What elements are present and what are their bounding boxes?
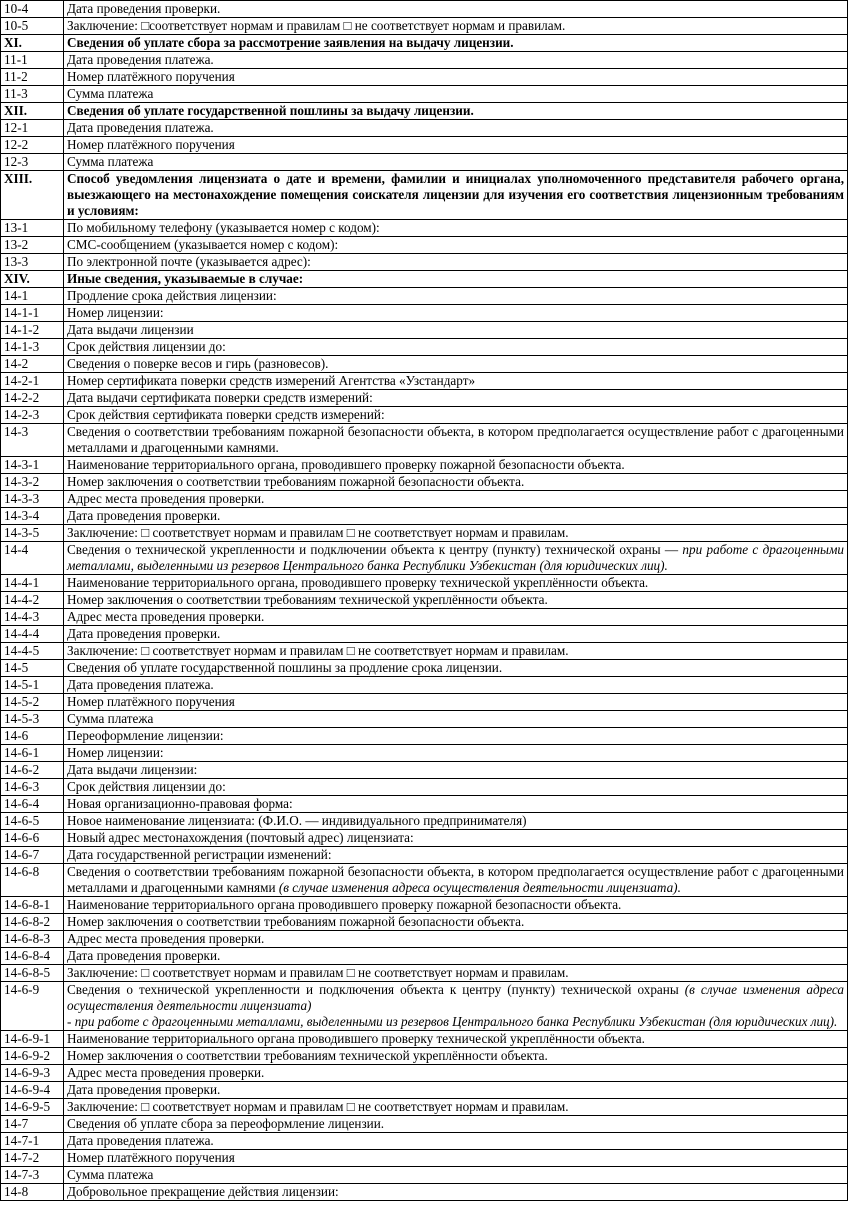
description-text: Новый адрес местонахождения (почтовый адрес) лицензиата: <box>67 830 414 845</box>
table-row <box>1 120 848 137</box>
description-text: Продление срока действия лицензии: <box>67 288 277 303</box>
item-description <box>64 457 848 474</box>
description-text: Заключение: □ соответствует нормам и правилам □ не соответствует нормам и правилам. <box>67 965 569 980</box>
item-number: XII. <box>1 103 64 120</box>
item-number: 14-6-9-2 <box>1 1048 64 1065</box>
description-text: Сведения о технической укрепленности и подключении объекта к центру (пункту) технической охраны — <box>67 542 683 557</box>
item-description <box>64 508 848 525</box>
item-description <box>64 86 848 103</box>
item-number: 14-5-3 <box>1 711 64 728</box>
description-text: Адрес места проведения проверки. <box>67 1065 265 1080</box>
item-description <box>64 154 848 171</box>
table-row <box>1 288 848 305</box>
item-description <box>64 18 848 35</box>
item-number: 12-1 <box>1 120 64 137</box>
item-description <box>64 237 848 254</box>
item-description <box>64 103 848 120</box>
table-row <box>1 1116 848 1133</box>
item-number: 14-3-5 <box>1 525 64 542</box>
description-text: Наименование территориального органа, проводившего проверку технической укреплённости объекта. <box>67 575 649 590</box>
item-description <box>64 1065 848 1082</box>
table-row <box>1 1031 848 1048</box>
description-text: Дата проведения платежа. <box>67 120 214 135</box>
item-number: 14-6-9-5 <box>1 1099 64 1116</box>
description-text: Номер платёжного поручения <box>67 137 235 152</box>
item-number: 14-1-2 <box>1 322 64 339</box>
item-number: 14-5-1 <box>1 677 64 694</box>
item-number: 14-3-2 <box>1 474 64 491</box>
item-description <box>64 120 848 137</box>
item-description <box>64 1150 848 1167</box>
description-text: Наименование территориального органа, проводившего проверку пожарной безопасности объекта. <box>67 457 625 472</box>
table-row <box>1 1150 848 1167</box>
item-description <box>64 965 848 982</box>
description-text: Заключение: □ соответствует нормам и правилам □ не соответствует нормам и правилам. <box>67 643 569 658</box>
item-description <box>64 305 848 322</box>
description-text: Дата государственной регистрации изменений: <box>67 847 332 862</box>
item-number: 14-4-3 <box>1 609 64 626</box>
table-row <box>1 762 848 779</box>
item-description <box>64 407 848 424</box>
description-text: Дата проведения проверки. <box>67 508 221 523</box>
table-row <box>1 457 848 474</box>
table-row <box>1 254 848 271</box>
description-text: Адрес места проведения проверки. <box>67 609 265 624</box>
description-text: Новое наименование лицензиата: (Ф.И.О. — индивидуального предпринимателя) <box>67 813 527 828</box>
item-number: 14-6-8-1 <box>1 897 64 914</box>
italic-note: - при работе с драгоценными металлами, выделенными из резервов Центрального банка Республики Узбекистан (для юридических лиц). <box>67 1014 838 1029</box>
description-text: Переоформление лицензии: <box>67 728 224 743</box>
item-number: 14-3 <box>1 424 64 457</box>
table-row <box>1 897 848 914</box>
table-row <box>1 830 848 847</box>
item-number: 14-6-9 <box>1 982 64 1031</box>
item-description <box>64 69 848 86</box>
italic-note: при работе с драгоценными металлами, выделенными из резервов Центрального банка Республики Узбекистан (для юридических лиц). <box>67 542 844 573</box>
item-description <box>64 542 848 575</box>
table-row <box>1 575 848 592</box>
table-row <box>1 677 848 694</box>
item-number: 14-1 <box>1 288 64 305</box>
item-number: 14-2-1 <box>1 373 64 390</box>
item-description <box>64 864 848 897</box>
description-text: Сумма платежа <box>67 711 154 726</box>
item-number: 13-1 <box>1 220 64 237</box>
item-description <box>64 491 848 508</box>
item-number: 14-6-6 <box>1 830 64 847</box>
table-row <box>1 982 848 1031</box>
description-text: Заключение: □ соответствует нормам и правилам □ не соответствует нормам и правилам. <box>67 525 569 540</box>
table-row <box>1 373 848 390</box>
table-row <box>1 356 848 373</box>
table-row <box>1 1184 848 1201</box>
item-description <box>64 643 848 660</box>
item-description <box>64 728 848 745</box>
item-description <box>64 171 848 220</box>
description-text: Номер лицензии: <box>67 305 164 320</box>
table-row <box>1 52 848 69</box>
description-text: Сведения об уплате сбора за переоформление лицензии. <box>67 1116 385 1131</box>
item-number: 10-5 <box>1 18 64 35</box>
item-number: 14-3-3 <box>1 491 64 508</box>
item-description <box>64 626 848 643</box>
description-text: Дата проведения платежа. <box>67 1133 214 1148</box>
item-number: 14-6-3 <box>1 779 64 796</box>
description-text: Наименование территориального органа проводившего проверку технической укреплённости объекта. <box>67 1031 645 1046</box>
item-number: 14-6-9-3 <box>1 1065 64 1082</box>
description-text: Сведения о технической укрепленности и подключения объекта к центру (пункту) технической охраны <box>67 982 685 997</box>
italic-note: (в случае изменения адреса осуществления деятельности лицензиата). <box>278 880 681 895</box>
item-number: 12-2 <box>1 137 64 154</box>
description-text: Срок действия сертификата поверки средств измерений: <box>67 407 385 422</box>
item-number: 14-6-5 <box>1 813 64 830</box>
description-text: Срок действия лицензии до: <box>67 339 226 354</box>
item-number: 14-4-2 <box>1 592 64 609</box>
item-number: 14-2-2 <box>1 390 64 407</box>
table-row <box>1 18 848 35</box>
item-number: 14-4-1 <box>1 575 64 592</box>
item-description <box>64 322 848 339</box>
description-text: По мобильному телефону (указывается номер с кодом): <box>67 220 380 235</box>
table-row <box>1 237 848 254</box>
table-row <box>1 864 848 897</box>
item-description <box>64 339 848 356</box>
table-row <box>1 728 848 745</box>
item-description <box>64 1048 848 1065</box>
item-description <box>64 254 848 271</box>
description-text: Сведения об уплате сбора за рассмотрение заявления на выдачу лицензии. <box>67 35 514 50</box>
description-text: Сведения о соответствии требованиям пожарной безопасности объекта, в котором предполагается осуществление работ с драгоценными металлами и драгоценными камнями. <box>67 424 844 455</box>
item-number: 14-2-3 <box>1 407 64 424</box>
item-description <box>64 356 848 373</box>
item-description <box>64 830 848 847</box>
description-text: Адрес места проведения проверки. <box>67 491 265 506</box>
item-number: 14-6-9-1 <box>1 1031 64 1048</box>
table-row <box>1 491 848 508</box>
table-row <box>1 542 848 575</box>
table-row <box>1 1065 848 1082</box>
item-number: 14-4-5 <box>1 643 64 660</box>
item-number: XIV. <box>1 271 64 288</box>
table-row <box>1 424 848 457</box>
item-description <box>64 390 848 407</box>
table-row <box>1 390 848 407</box>
item-number: 14-6-8-4 <box>1 948 64 965</box>
description-text: Заключение: □ соответствует нормам и правилам □ не соответствует нормам и правилам. <box>67 1099 569 1114</box>
table-row <box>1 965 848 982</box>
table-row <box>1 525 848 542</box>
item-description <box>64 1099 848 1116</box>
table-row <box>1 407 848 424</box>
table-row <box>1 322 848 339</box>
description-text: Дата проведения проверки. <box>67 948 221 963</box>
table-row <box>1 711 848 728</box>
item-description <box>64 609 848 626</box>
description-text: СМС-сообщением (указывается номер с кодом): <box>67 237 339 252</box>
item-number: 11-3 <box>1 86 64 103</box>
description-text: Номер заключения о соответствии требованиям пожарной безопасности объекта. <box>67 914 525 929</box>
item-number: 13-2 <box>1 237 64 254</box>
description-text: Новая организационно-правовая форма: <box>67 796 293 811</box>
description-text: Номер платёжного поручения <box>67 1150 235 1165</box>
item-description <box>64 796 848 813</box>
item-description <box>64 1031 848 1048</box>
item-number: 12-3 <box>1 154 64 171</box>
item-number: 14-6-8-5 <box>1 965 64 982</box>
description-text: По электронной почте (указывается адрес): <box>67 254 311 269</box>
item-description <box>64 137 848 154</box>
item-number: 14-1-1 <box>1 305 64 322</box>
item-number: 14-6 <box>1 728 64 745</box>
item-description <box>64 52 848 69</box>
item-description <box>64 592 848 609</box>
item-number: 14-3-1 <box>1 457 64 474</box>
item-number: 10-4 <box>1 1 64 18</box>
item-description <box>64 424 848 457</box>
description-text: Дата выдачи сертификата поверки средств измерений: <box>67 390 373 405</box>
item-number: 14-6-4 <box>1 796 64 813</box>
description-text: Сведения о поверке весов и гирь (разновесов). <box>67 356 329 371</box>
table-row <box>1 1133 848 1150</box>
description-text: Номер заключения о соответствии требованиям пожарной безопасности объекта. <box>67 474 525 489</box>
description-text: Добровольное прекращение действия лицензии: <box>67 1184 339 1199</box>
description-text: Способ уведомления лицензиата о дате и времени, фамилии и инициалах уполномоченного представителя рабочего органа, выезжающего на местонахождение помещения соискателя лицензии для изучения его соответствия лицензионным требованиям и условиям: <box>67 171 844 218</box>
table-row <box>1 1099 848 1116</box>
description-text: Номер лицензии: <box>67 745 164 760</box>
table-row <box>1 779 848 796</box>
description-text: Номер платёжного поручения <box>67 694 235 709</box>
table-row <box>1 1048 848 1065</box>
item-number: 14-8 <box>1 1184 64 1201</box>
table-row <box>1 626 848 643</box>
table-row <box>1 474 848 491</box>
table-row <box>1 931 848 948</box>
table-row <box>1 948 848 965</box>
description-text: Сумма платежа <box>67 1167 154 1182</box>
description-text: Дата проведения проверки. <box>67 626 221 641</box>
table-row <box>1 694 848 711</box>
item-number: 14-6-1 <box>1 745 64 762</box>
item-number: 14-6-2 <box>1 762 64 779</box>
description-text: Адрес места проведения проверки. <box>67 931 265 946</box>
description-text: Дата проведения проверки. <box>67 1 221 16</box>
section-header-row <box>1 103 848 120</box>
item-description <box>64 948 848 965</box>
item-description <box>64 474 848 491</box>
section-header-row <box>1 271 848 288</box>
item-description <box>64 762 848 779</box>
description-text: Иные сведения, указываемые в случае: <box>67 271 304 286</box>
item-description <box>64 745 848 762</box>
item-description <box>64 271 848 288</box>
item-number: 14-6-8-3 <box>1 931 64 948</box>
table-row <box>1 1082 848 1099</box>
table-row <box>1 86 848 103</box>
item-number: 14-7-3 <box>1 1167 64 1184</box>
table-row <box>1 508 848 525</box>
table-row <box>1 154 848 171</box>
item-description <box>64 897 848 914</box>
description-text: Дата проведения платежа. <box>67 52 214 67</box>
table-body <box>1 1 848 1201</box>
table-row <box>1 847 848 864</box>
table-row <box>1 339 848 356</box>
item-description <box>64 813 848 830</box>
table-row <box>1 745 848 762</box>
item-description <box>64 1133 848 1150</box>
item-description <box>64 660 848 677</box>
item-number: XIII. <box>1 171 64 220</box>
table-row <box>1 137 848 154</box>
item-description <box>64 220 848 237</box>
item-number: 14-5 <box>1 660 64 677</box>
item-description <box>64 373 848 390</box>
description-text: Дата выдачи лицензии <box>67 322 194 337</box>
table-row <box>1 796 848 813</box>
item-number: 14-6-7 <box>1 847 64 864</box>
item-number: 14-2 <box>1 356 64 373</box>
description-text: Сумма платежа <box>67 86 154 101</box>
description-text: Заключение: □соответствует нормам и правилам □ не соответствует нормам и правилам. <box>67 18 566 33</box>
item-number: XI. <box>1 35 64 52</box>
item-number: 11-1 <box>1 52 64 69</box>
table-row <box>1 1167 848 1184</box>
table-row <box>1 813 848 830</box>
item-description <box>64 1184 848 1201</box>
item-description <box>64 575 848 592</box>
item-description <box>64 779 848 796</box>
section-header-row <box>1 171 848 220</box>
item-description <box>64 694 848 711</box>
item-description <box>64 1 848 18</box>
italic-note: (в случае изменения адреса осуществления деятельности лицензиата) <box>67 982 844 1013</box>
table-row <box>1 592 848 609</box>
table-row <box>1 1 848 18</box>
description-text: Номер заключения о соответствии требованиям технической укреплённости объекта. <box>67 1048 548 1063</box>
item-description <box>64 914 848 931</box>
item-number: 11-2 <box>1 69 64 86</box>
item-description <box>64 1116 848 1133</box>
item-description <box>64 525 848 542</box>
description-text: Дата выдачи лицензии: <box>67 762 198 777</box>
table-row <box>1 305 848 322</box>
description-text: Сумма платежа <box>67 154 154 169</box>
description-text: Дата проведения платежа. <box>67 677 214 692</box>
description-text: Номер заключения о соответствии требованиям технической укреплённости объекта. <box>67 592 548 607</box>
description-text: Дата проведения проверки. <box>67 1082 221 1097</box>
item-number: 14-4-4 <box>1 626 64 643</box>
item-description <box>64 931 848 948</box>
item-number: 14-7-2 <box>1 1150 64 1167</box>
item-number: 14-6-8-2 <box>1 914 64 931</box>
item-number: 14-3-4 <box>1 508 64 525</box>
section-header-row <box>1 35 848 52</box>
table-row <box>1 643 848 660</box>
item-number: 14-7-1 <box>1 1133 64 1150</box>
table-row <box>1 660 848 677</box>
description-text: Сведения о соответствии требованиям пожарной безопасности объекта, в котором предполагается осуществление работ с драгоценными металлами и драгоценными камнями <box>67 864 844 895</box>
item-number: 14-1-3 <box>1 339 64 356</box>
item-number: 14-6-8 <box>1 864 64 897</box>
item-description <box>64 1082 848 1099</box>
table-row <box>1 914 848 931</box>
item-number: 13-3 <box>1 254 64 271</box>
description-text: Сведения об уплате государственной пошлины за выдачу лицензии. <box>67 103 474 118</box>
item-description <box>64 982 848 1031</box>
item-number: 14-5-2 <box>1 694 64 711</box>
description-text: Срок действия лицензии до: <box>67 779 226 794</box>
item-number: 14-6-9-4 <box>1 1082 64 1099</box>
item-number: 14-4 <box>1 542 64 575</box>
table-row <box>1 609 848 626</box>
item-description <box>64 35 848 52</box>
description-text: Номер сертификата поверки средств измерений Агентства «Узстандарт» <box>67 373 476 388</box>
item-description <box>64 1167 848 1184</box>
description-text: Номер платёжного поручения <box>67 69 235 84</box>
item-description <box>64 677 848 694</box>
description-text: Сведения об уплате государственной пошлины за продление срока лицензии. <box>67 660 503 675</box>
item-description <box>64 288 848 305</box>
item-description <box>64 847 848 864</box>
table-row <box>1 220 848 237</box>
table-row <box>1 69 848 86</box>
item-number: 14-7 <box>1 1116 64 1133</box>
item-description <box>64 711 848 728</box>
description-text: Наименование территориального органа проводившего проверку пожарной безопасности объекта. <box>67 897 622 912</box>
